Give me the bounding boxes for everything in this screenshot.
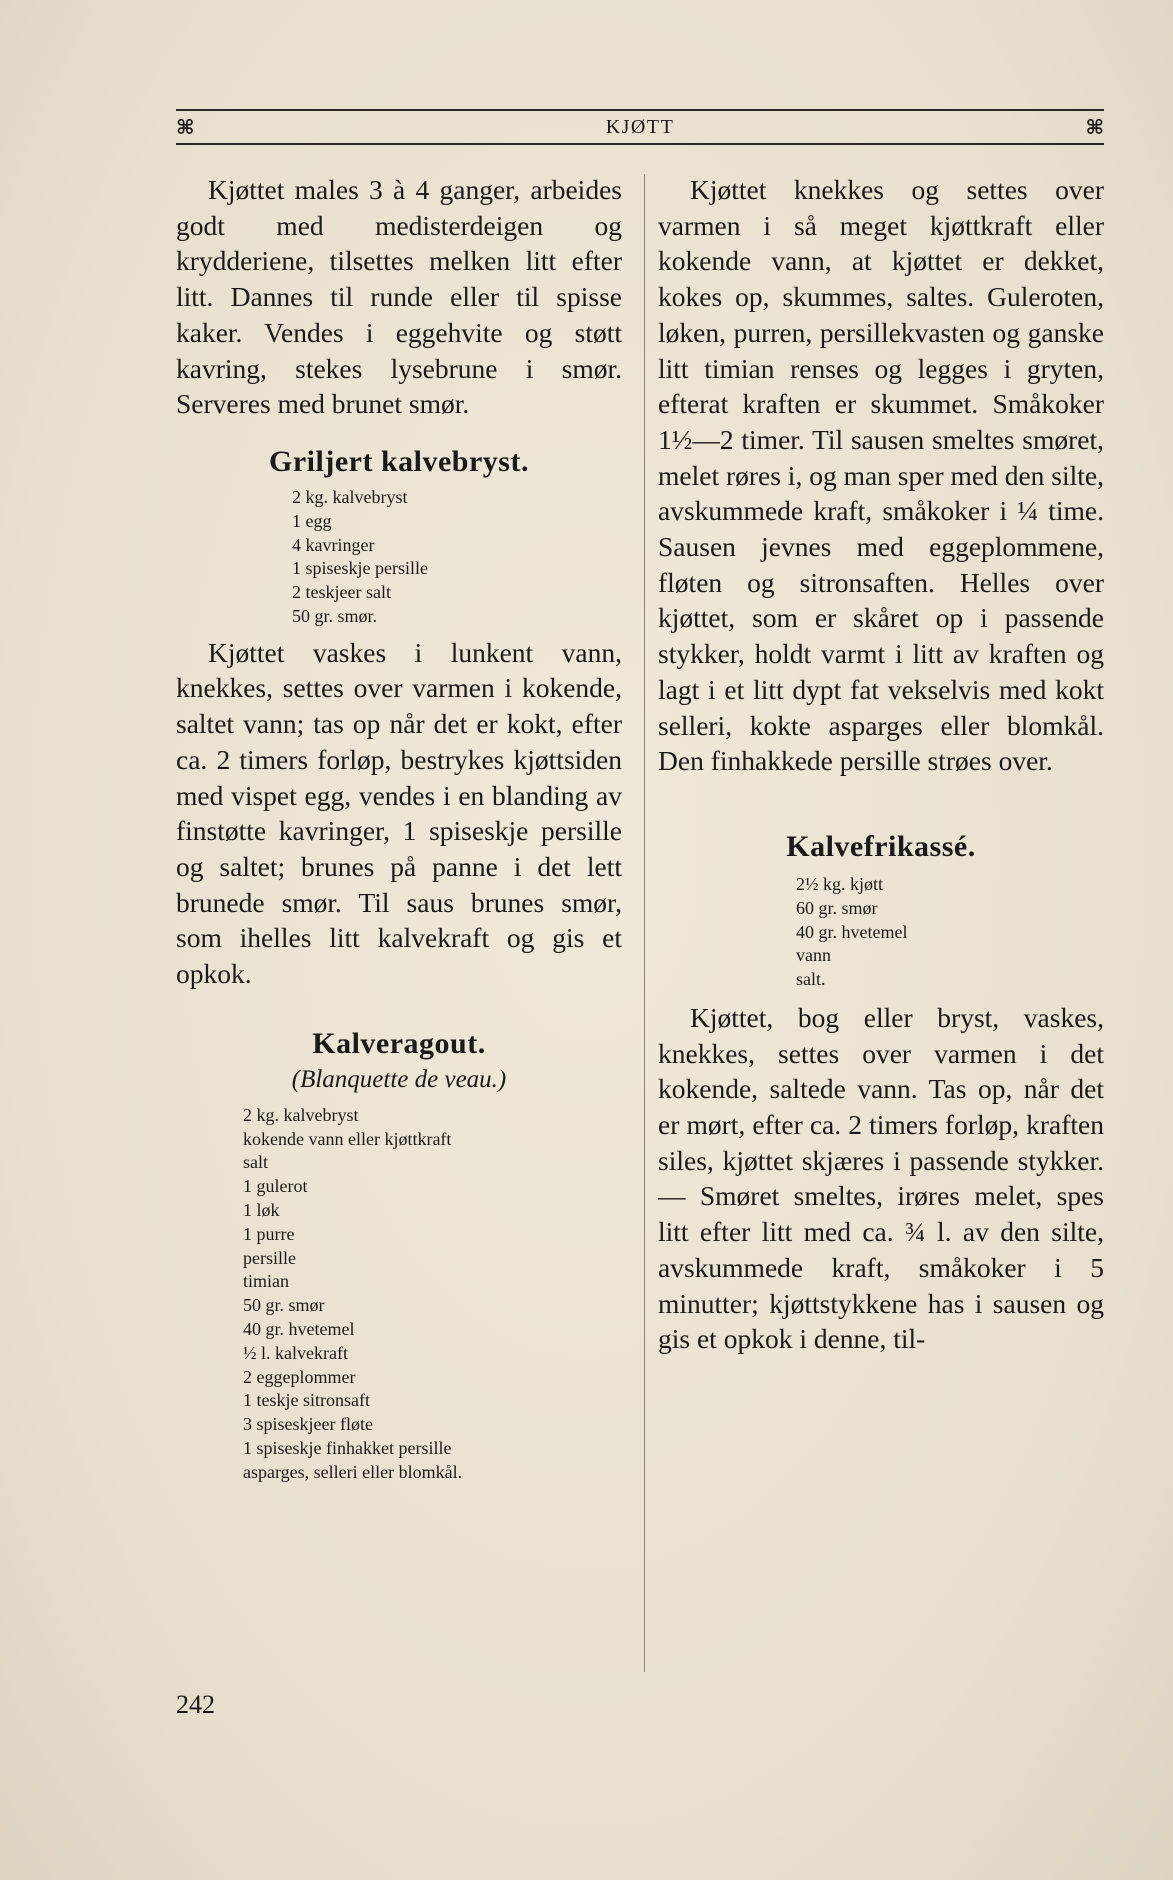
ingredient-list-kalvefrikasse xyxy=(796,873,1104,992)
running-title: KJØTT xyxy=(605,116,675,138)
method-paragraph-griljert: Kjøttet vaskes i lunkent vann, knekkes, settes over varmen i kokende, saltet vann; tas op når det er kokt, efter ca. 2 timers forløp, bestrykes kjøttsiden med vispet egg, vendes i en blanding av finstøtte kavringer, 1 spiseskje persille og saltet; brunes på panne i det lett brunede smør. Til saus brunes smør, som ihelles litt kalvekraft og gis et opkok. xyxy=(176,636,622,990)
page-number: 242 xyxy=(176,1690,215,1719)
method-paragraph-kalvefrikasse: Kjøttet, bog eller bryst, vaskes, knekkes, settes over varmen i det kokende, saltede vann. Tas op, når det er mørt, efter ca. 2 timers forløp, kraften siles, kjøttet skjæres i passende stykker. — Smøret smeltes, irøres melet, spes litt efter litt med ca. ¾ l. av den silte, avskummede kraft, småkoker i 5 minutter; kjøttstykkene has i sausen og gis et opkok i denne, til- xyxy=(658,1001,1104,1355)
ingredient-item: 1 løk xyxy=(243,1199,280,1220)
ingredient-item: 4 kavringer xyxy=(292,534,375,555)
ornament-left-icon: ⌘ xyxy=(176,115,195,139)
ingredient-item: salt xyxy=(243,1152,268,1173)
ingredient-item: 50 gr. smør xyxy=(243,1295,325,1316)
ingredient-item: 2 eggeplommer xyxy=(243,1366,356,1387)
column-divider xyxy=(644,174,645,1672)
recipe-title-griljert-kalvebryst: Griljert kalvebryst. xyxy=(269,444,529,478)
header-rule-bottom xyxy=(176,143,1104,145)
header-rule-top xyxy=(176,109,1104,111)
ingredient-item: persille xyxy=(243,1247,296,1268)
recipe-title-kalveragout: Kalveragout. xyxy=(312,1026,486,1060)
ingredient-item: 1 spiseskje persille xyxy=(292,558,428,579)
recipe-title-kalvefrikasse: Kalvefrikassé. xyxy=(786,829,976,863)
continued-paragraph-kalveragout: Kjøttet knekkes og settes over varmen i så meget kjøttkraft eller kokende vann, at kjøttet er dekket, kokes op, skummes, saltes. Guleroten, løken, purren, persillekvasten og ganske litt timian renses og legges i gryten, efterat kraften er skummet. Småkoker 1½—2 timer. Til sausen smeltes smøret, melet røres i, og man sper med den silte, avskummede kraft, småkoker i ¼ time. Sausen jevnes med eggeplommene, fløten og sitronsaften. Helles over kjøttet, som er skåret op i passende stykker, holdt varmt i litt av kraften og lagt i et litt dypt fat vekselvis med kokt selleri, kokte asparges eller blomkål. Den finhakkede persille strøes over. xyxy=(658,174,1104,777)
ingredient-item: 2 teskjeer salt xyxy=(292,582,391,603)
ingredient-item: 3 spiseskjeer fløte xyxy=(243,1414,373,1435)
ingredient-item: vann xyxy=(796,945,831,966)
ornament-right-icon: ⌘ xyxy=(1085,115,1104,139)
right-column xyxy=(658,172,1104,1357)
ingredient-item: timian xyxy=(243,1271,289,1292)
ingredient-item: 1 egg xyxy=(292,510,332,531)
ingredient-item: kokende vann eller kjøttkraft xyxy=(243,1128,452,1149)
ingredient-item: 60 gr. smør xyxy=(796,897,878,918)
ingredient-list-kalveragout xyxy=(243,1104,622,1485)
ingredient-item: 2 kg. kalvebryst xyxy=(243,1104,359,1125)
ingredient-item: 50 gr. smør. xyxy=(292,605,378,626)
ingredient-item: 1 teskje sitronsaft xyxy=(243,1390,370,1411)
ingredient-item: 1 spiseskje finhakket persille xyxy=(243,1437,452,1458)
intro-paragraph: Kjøttet males 3 à 4 ganger, arbeides godt med medisterdeigen og krydderiene, tilsettes melken litt efter litt. Dannes til runde eller til spisse kaker. Vendes i eggehvite og støtt kavring, stekes lysebrune i smør. Serveres med brunet smør. xyxy=(176,174,622,420)
left-column xyxy=(176,172,622,1484)
ingredient-item: 2½ kg. kjøtt xyxy=(796,873,884,894)
ingredient-list-griljert xyxy=(292,486,622,629)
ingredient-item: 2 kg. kalvebryst xyxy=(292,486,408,507)
ingredient-item: 40 gr. hvetemel xyxy=(243,1318,355,1339)
ingredient-item: 40 gr. hvetemel xyxy=(796,921,908,942)
running-header xyxy=(176,103,1104,143)
ingredient-item: 1 purre xyxy=(243,1223,295,1244)
recipe-subtitle-kalveragout: (Blanquette de veau.) xyxy=(291,1065,507,1093)
ingredient-item: ½ l. kalvekraft xyxy=(243,1342,348,1363)
ingredient-item: 1 gulerot xyxy=(243,1176,308,1197)
ingredient-item: asparges, selleri eller blomkål. xyxy=(243,1461,463,1482)
ingredient-item: salt. xyxy=(796,969,826,990)
